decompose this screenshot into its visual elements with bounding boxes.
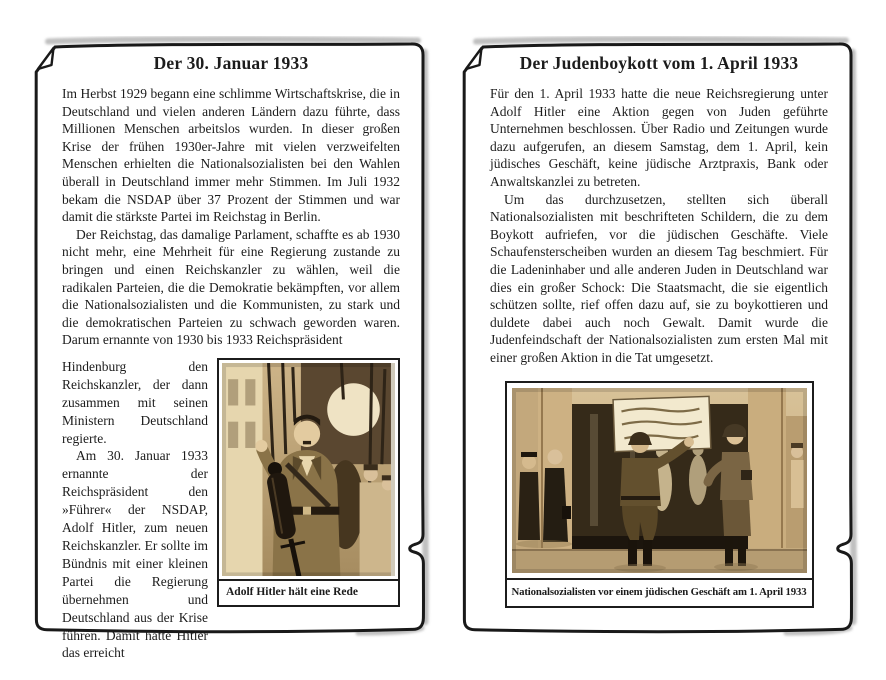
paragraph: Der Reichstag, das damalige Parlament, schaffte es ab 1930 nicht mehr, eine Mehrheit für eine Regierung zustande zu bringen und einen Reichskanzler zu wählen, weil die radikalen Parteien, die die Demokratie bekämpften, vor allem die Nationalsozialisten und die Kommunisten, zu stark und die demokratischen Parteien zu schwach geworden waren. Darum ernannte von 1930 bis 1933 Reichspräsident [62, 226, 400, 348]
page-left-content [62, 52, 400, 661]
pillar-right [748, 388, 786, 548]
text-photo-row [62, 358, 400, 662]
dog-ear-fold [466, 48, 482, 69]
page-title: Der 30. Januar 1933 [153, 53, 309, 73]
boycott-photo [505, 381, 814, 580]
paragraph: Um das durchzusetzen, stellten sich überall Nationalsozialisten mit beschrifteten Schildern, die zu dem Boykott aufriefen, vor die jüdischen Geschäfte. Viele Schaufensterscheiben wurden an diesem Tag beschmiert. Für die Ladeninhaber und alle anderen Juden in Deutschland war dies ein großer Schock: Die Staatsmacht, die sie eigentlich schützen sollte, rief offen dazu auf, sie zu boykottieren und duldete dabei auch noch Gewalt. Damit wurde die Judenfeindschaft der Nationalsozialisten zum ersten Mal mit einer großen Aktion in die Tat umgesetzt. [490, 191, 828, 365]
speech-photo [217, 358, 400, 581]
paragraph: Für den 1. April 1933 hatte die neue Reichsregierung unter Adolf Hitler eine Aktion gegen von Juden geführte Unternehmen beschlossen. Über Radio und Zeitungen wurde dazu aufgerufen, an diesem Samstag, dem 1. April, kein jüdisches Geschäft, keine jüdische Arztpraxis, Bank oder Anwaltskanzlei zu betreten. [490, 86, 828, 189]
paragraph: Am 30. Januar 1933 ernannte der Reichspräsident den »Führer« der NSDAP, Adolf Hitler, zum neuen Reichskanzler. Er sollte im Bündnis mit einer kleinen Partei die Regierung übernehmen und Deutschland aus der Krise führen. Damit hatte Hitler das erreicht [62, 448, 208, 661]
speech-photo-illustration [222, 363, 395, 576]
paragraph: Im Herbst 1929 begann eine schlimme Wirtschaftskrise, die in Deutschland und vielen anderen Ländern dazu führte, dass Millionen Menschen arbeitslos wurden. In dieser großen Krise der frühen 1930er-Jahre mit vielen verzweifelten Menschen erhielten die Nationalsozialisten bei den Wahlen überall in Deutschland immer mehr Stimmen. Im Juli 1932 bekam die NSDAP über 37 Prozent der Stimmen und war damit die stärkste Partei im Reichstag in Berlin. [62, 86, 400, 225]
wrap-column [62, 358, 208, 662]
paragraph: Hindenburg den Reichskanzler, der dann zusammen mit seinen Ministern Deutschland regierte. [62, 358, 208, 446]
speech-photo-figure [217, 358, 400, 607]
page-left [28, 36, 432, 661]
window-base [572, 536, 748, 550]
page-right-content [490, 52, 828, 624]
page-title: Der Judenboykott vom 1. April 1933 [519, 53, 799, 73]
photo-caption: Adolf Hitler hält eine Rede [217, 581, 400, 607]
dog-ear-fold [38, 48, 54, 69]
boycott-photo-figure [505, 381, 814, 608]
boycott-sign-banner [613, 396, 711, 451]
page-right [456, 36, 860, 644]
boycott-photo-illustration [512, 388, 807, 573]
photo-caption: Nationalsozialisten vor einem jüdischen Geschäft am 1. April 1933 [505, 580, 814, 608]
